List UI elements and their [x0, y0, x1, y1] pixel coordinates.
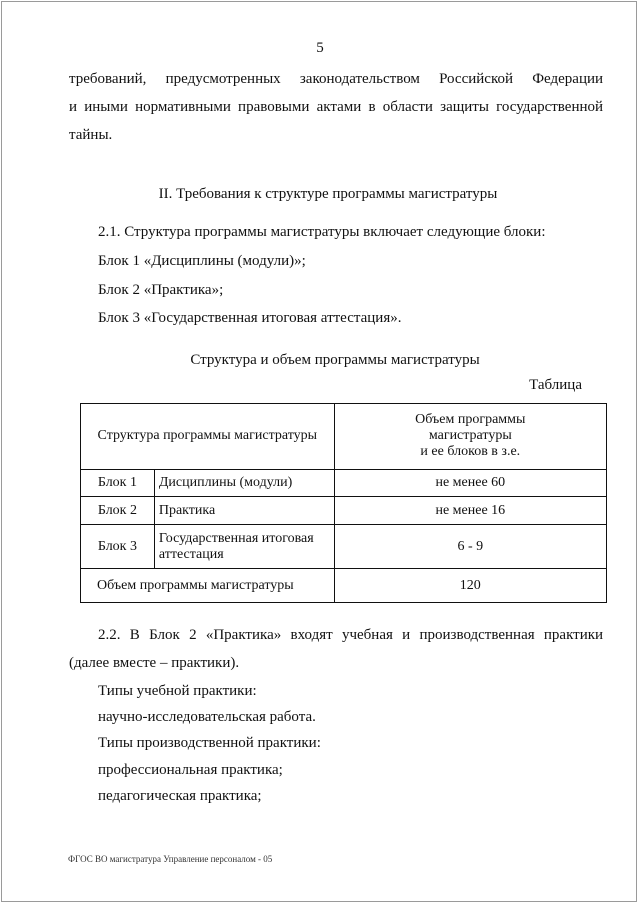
table-row [81, 469, 607, 496]
word: учебная [341, 627, 393, 643]
word: Блок [149, 627, 180, 643]
practice-list-item: Типы производственной практики: [98, 735, 321, 751]
table-title: Структура и объем программы магистратуры [190, 352, 480, 368]
word: и [69, 99, 78, 115]
word: Российской [439, 71, 514, 87]
block-name-cell: Дисциплины (модули) [154, 469, 334, 496]
intro-line-1 [69, 71, 603, 88]
word: практики [543, 627, 604, 643]
total-value-cell: 120 [334, 569, 606, 603]
header-volume-cell [334, 404, 606, 470]
word: в [368, 99, 376, 115]
table-row [81, 524, 607, 569]
intro-line-2 [69, 99, 603, 116]
word: нормативными [135, 99, 231, 115]
block-name-cell [154, 524, 334, 569]
word: и [402, 627, 411, 643]
word: защиты [440, 99, 489, 115]
practice-list-item: профессиональная практика; [98, 762, 283, 778]
word: входят [290, 627, 333, 643]
table-total-row [81, 569, 607, 603]
volume-cell: 6 - 9 [334, 524, 606, 569]
paragraph-2-2-line-1 [98, 627, 603, 644]
page-footer: ФГОС ВО магистратура Управление персоналом - 05 [68, 854, 273, 864]
word: государственной [496, 99, 604, 115]
block-cell: Блок 3 [81, 524, 155, 569]
volume-cell: не менее 16 [334, 497, 606, 524]
word: области [382, 99, 433, 115]
word: иными [84, 99, 128, 115]
list-item-block-3: Блок 3 «Государственная итоговая аттестация». [98, 310, 402, 326]
block-cell: Блок 2 [81, 497, 155, 524]
header-volume-line: Объем программы [415, 412, 526, 428]
word: 2.2. [98, 627, 121, 643]
block-name-line: аттестация [158, 546, 224, 562]
word: предусмотренных [165, 71, 281, 87]
list-item-block-2: Блок 2 «Практика»; [98, 282, 224, 298]
word: Федерации [532, 71, 604, 87]
block-cell: Блок 1 [81, 469, 155, 496]
table-header-row [81, 404, 607, 470]
header-structure-cell: Структура программы магистратуры [81, 404, 335, 470]
intro-line-3: тайны. [69, 127, 113, 143]
page-number: 5 [316, 40, 324, 56]
block-name-line: Государственная итоговая [158, 530, 314, 546]
word: 2 [189, 627, 197, 643]
word: «Практика» [205, 627, 282, 643]
practice-list-item: Типы учебной практики: [98, 683, 257, 699]
section-heading: II. Требования к структуре программы магистратуры [158, 186, 498, 202]
paragraph-2-1: 2.1. Структура программы магистратуры включает следующие блоки: [98, 224, 546, 240]
word: В [129, 627, 140, 643]
total-label-cell: Объем программы магистратуры [81, 569, 335, 603]
practice-list-item: педагогическая практика; [98, 788, 262, 804]
header-volume-line: магистратуры [428, 428, 512, 444]
word: правовыми [238, 99, 310, 115]
word: требований, [69, 71, 147, 87]
word: законодательством [299, 71, 420, 87]
block-name-cell: Практика [154, 497, 334, 524]
header-volume-line: и ее блоков в з.е. [420, 444, 521, 460]
practice-list-item: научно-исследовательская работа. [98, 709, 316, 725]
list-item-block-1: Блок 1 «Дисциплины (модули)»; [98, 253, 306, 269]
program-structure-table [80, 403, 607, 603]
table-row [81, 497, 607, 524]
table-label: Таблица [529, 377, 582, 393]
volume-cell: не менее 60 [334, 469, 606, 496]
word: актами [316, 99, 362, 115]
word: производственная [419, 627, 535, 643]
paragraph-2-2-line-2: (далее вместе – практики). [69, 655, 240, 671]
